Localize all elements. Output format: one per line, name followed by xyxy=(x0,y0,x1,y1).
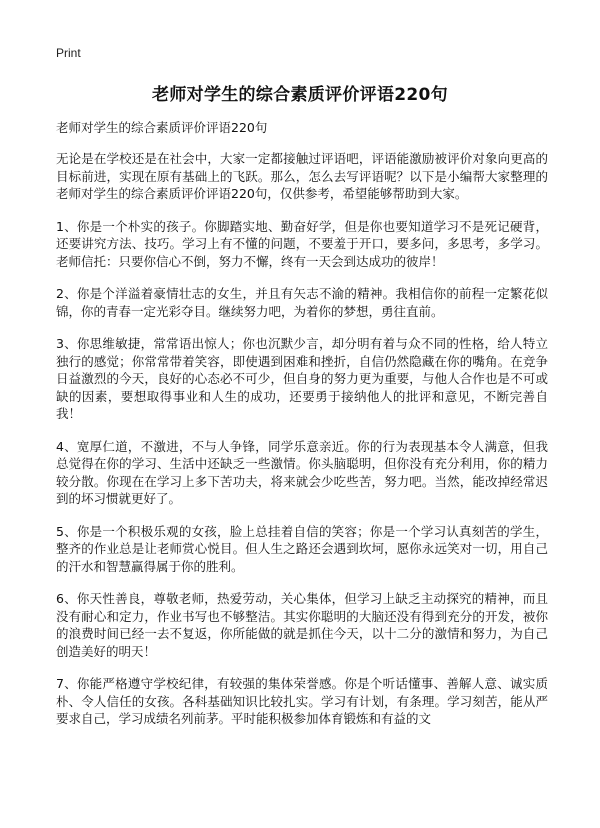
comment-paragraph-5: 5、你是一个积极乐观的女孩，脸上总挂着自信的笑容；你是一个学习认真刻苦的学生，整齐的作业总是让老师赏心悦目。但人生之路还会遇到坎坷，愿你永远笑对一切，用自己的汗水和智慧赢得属于你的胜利。 xyxy=(56,523,548,574)
article-body xyxy=(56,118,548,743)
page-title: 老师对学生的综合素质评价评语220句 xyxy=(152,85,448,105)
comment-paragraph-4: 4、宽厚仁道，不激进，不与人争锋，同学乐意亲近。你的行为表现基本令人满意，但我总觉得在你的学习、生活中还缺乏一些激情。你头脑聪明，但你没有充分利用，你的精力较分散。你现在在学习上多下苦功夫，将来就会少吃些苦，努力吧。当然，能改掉经常迟到的坏习惯就更好了。 xyxy=(56,438,548,506)
article-subtitle: 老师对学生的综合素质评价评语220句 xyxy=(56,120,268,135)
comment-paragraph-1: 1、你是一个朴实的孩子。你脚踏实地、勤奋好学，但是你也要知道学习不是死记硬背，还要讲究方法、技巧。学习上有不懂的问题，不要羞于开口，要多问，多思考，多学习。老师信托：只要你信心不倒，努力不懈，终有一天会到达成功的彼岸！ xyxy=(56,218,548,269)
comment-paragraph-3: 3、你思维敏捷，常常语出惊人；你也沉默少言，却分明有着与众不同的性格，给人特立独行的感觉；你常常带着笑容，即使遇到困难和挫折，自信仍然隐藏在你的嘴角。在竞争日益激烈的今天，良好的心态必不可少，但自身的努力更为重要，与他人合作也是不可或缺的因素，要想取得事业和人生的成功，还要勇于接纳他人的批评和意见，不断完善自我！ xyxy=(56,336,548,421)
comment-paragraph-6: 6、你天性善良，尊敬老师，热爱劳动，关心集体，但学习上缺乏主动探究的精神，而且没有耐心和定力，作业书写也不够整洁。其实你聪明的大脑还没有得到充分的开发，被你的浪费时间已经一去不复返，你所能做的就是抓住今天，以十二分的激情和努力，为自己创造美好的明天！ xyxy=(56,591,548,659)
comment-paragraph-2: 2、你是个洋溢着豪情壮志的女生，并且有矢志不渝的精神。我相信你的前程一定繁花似锦，你的青春一定光彩夺目。继续努力吧，为着你的梦想，勇往直前。 xyxy=(56,286,548,319)
intro-paragraph: 无论是在学校还是在社会中，大家一定都接触过评语吧，评语能激励被评价对象向更高的目标前进，实现在原有基础上的飞跃。那么，怎么去写评语呢？以下是小编帮大家整理的老师对学生的综合素质评价评语220句，仅供参考，希望能够帮助到大家。 xyxy=(56,151,548,201)
comment-paragraph-7: 7、你能严格遵守学校纪律，有较强的集体荣誉感。你是个听话懂事、善解人意、诚实质朴、令人信任的女孩。各科基础知识比较扎实。学习有计划，有条理。学习刻苦，能从严要求自己，学习成绩名列前茅。平时能积极参加体育锻炼和有益的文 xyxy=(56,676,548,726)
print-label: Print xyxy=(56,46,81,60)
